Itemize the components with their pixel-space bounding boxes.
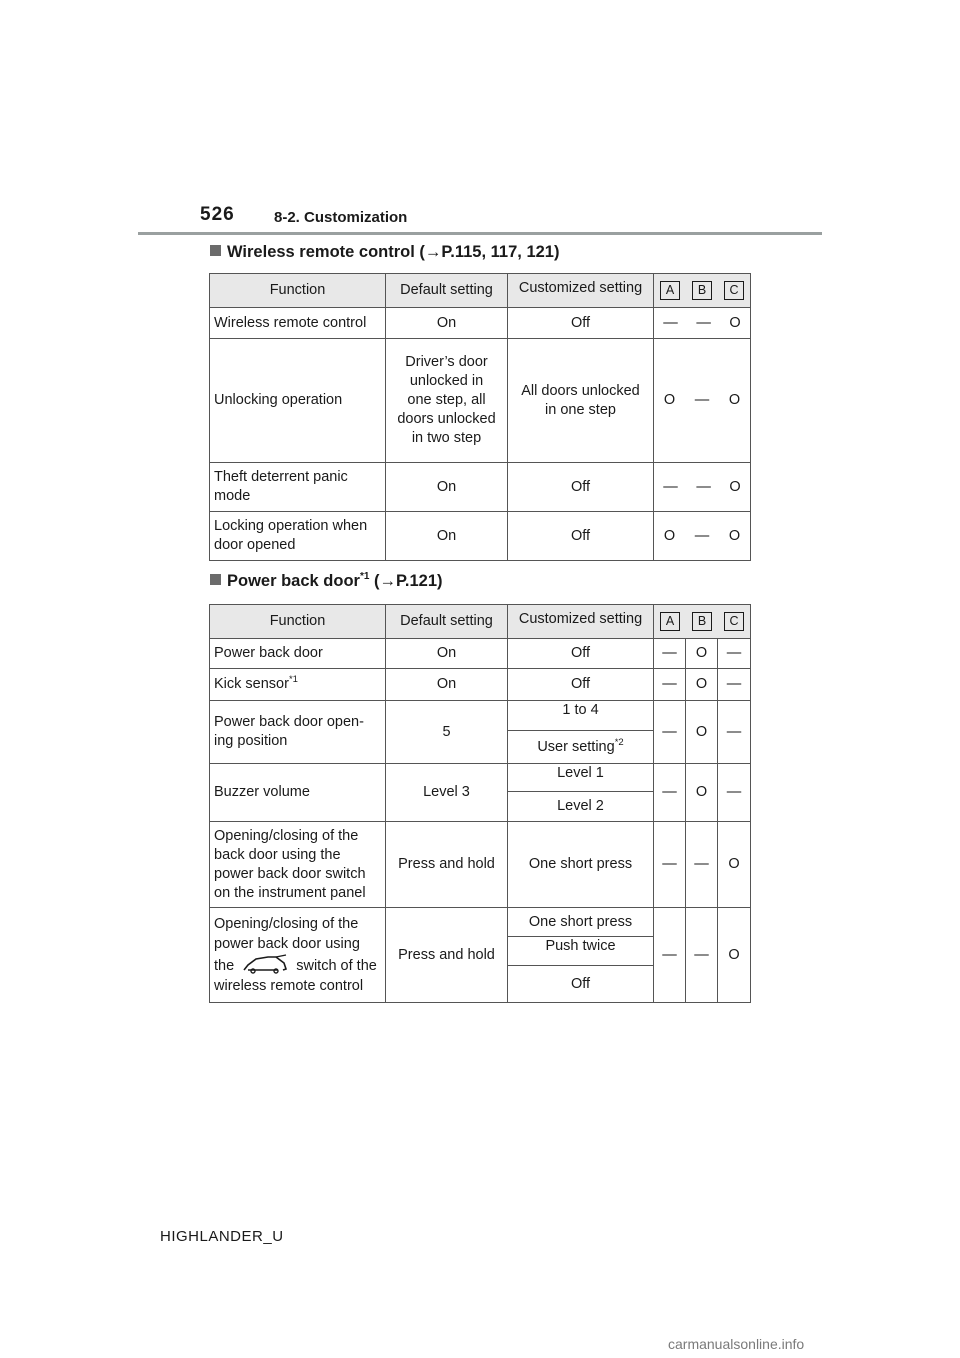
table-row: Wireless remote control On Off — — O <box>210 308 751 339</box>
table-row: Opening/closing of the power back door using the switch of the wireless remote control Press and hold One short press — — O <box>210 908 751 937</box>
bullet-square-icon <box>210 245 221 256</box>
table-row: Power back door open-ing position 5 1 to 4 — O — <box>210 701 751 731</box>
col-c-box: C <box>724 281 744 300</box>
col-abc <box>654 274 751 308</box>
col-default: Default setting <box>386 274 508 308</box>
table-row: Opening/closing of the back door using the power back door switch on the instrument panel Press and hold One short press — — O <box>210 822 751 908</box>
section-title: 8-2. Customization <box>274 209 408 226</box>
arrow-icon: → <box>424 243 442 261</box>
col-c-box: C <box>724 612 744 631</box>
table-row: Unlocking operation Driver’s door unlocked in one step, all doors unlocked in two step All doors unlocked in one step O — O <box>210 339 751 463</box>
table-row: Power back door On Off — O — <box>210 639 751 669</box>
table-row: Buzzer volume Level 3 Level 1 — O — <box>210 764 751 792</box>
power-back-door-heading: Power back door$^{*1}$ (→P.121) <box>210 572 443 591</box>
col-custom: Customized setting <box>508 605 654 639</box>
table-row: Theft deterrent panic mode On Off — — O <box>210 463 751 512</box>
back-door-icon <box>242 954 288 974</box>
col-function: Function <box>210 274 386 308</box>
watermark: carmanualsonline.info <box>668 1336 805 1352</box>
bullet-square-icon <box>210 574 221 585</box>
power-back-door-table: Function Default setting Customized setting A B C Power back door On Off — O — Kick sensor$^{*1}$ On Off — O — Power back door open-ing position 5 1 to 4 — O — User setting$^{*2}$ Buzzer volume Level 3 Level 1 — O — Level 2 Opening/closing of the back door using the power back door switch on the instrument panel Press and hold One short press — — O Opening/closing of the power back door using the switch of the wireless remote control Press and hold One short press — — O Push twice Off <box>209 604 751 1003</box>
page-number: 526 <box>200 204 235 225</box>
footer-model: HIGHLANDER_U <box>160 1228 284 1245</box>
arrow-icon: → <box>379 572 396 590</box>
table-row: Kick sensor$^{*1}$ On Off — O — <box>210 669 751 701</box>
table-row: Locking operation when door opened On Off O — O <box>210 512 751 561</box>
col-abc <box>654 605 751 639</box>
col-function: Function <box>210 605 386 639</box>
col-custom: Customized setting <box>508 274 654 308</box>
wireless-heading: Wireless remote control (→P.115, 117, 121) <box>210 243 559 262</box>
col-default: Default setting <box>386 605 508 639</box>
col-b-box: B <box>692 612 712 631</box>
header-divider <box>138 232 822 235</box>
col-a-box: A <box>660 281 680 300</box>
wireless-table <box>209 273 751 561</box>
col-a-box: A <box>660 612 680 631</box>
col-b-box: B <box>692 281 712 300</box>
